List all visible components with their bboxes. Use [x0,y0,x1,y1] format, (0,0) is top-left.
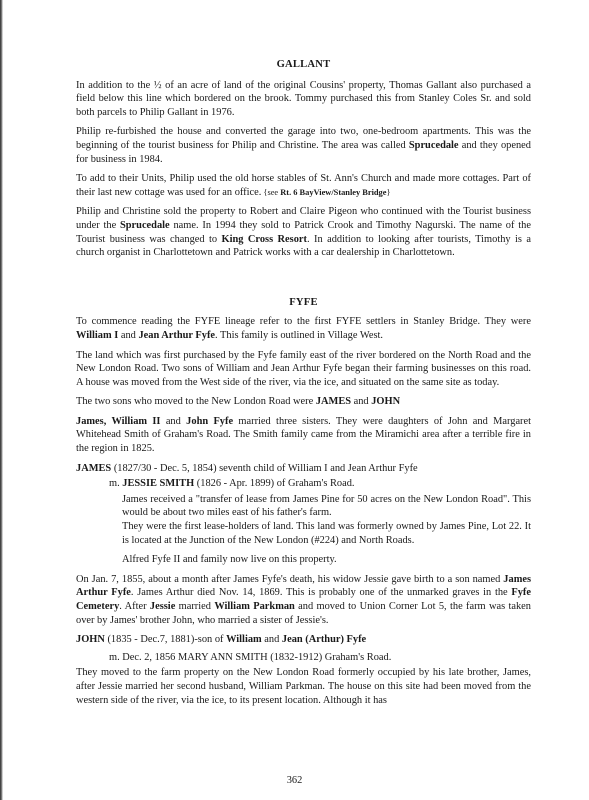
james-entry: JAMES (1827/30 - Dec. 5, 1854) seventh child of William I and Jean Arthur Fyfe [76,462,418,474]
gallant-paragraph-4: Philip and Christine sold the property to Robert and Claire Pigeon who continued with the Tourist business under the Sprucedale name. In 1994 they sold to Patrick Crook and Timothy Nagurski. The name of the Tourist business was changed to King Cross Resort. In addition to looking after tourists, Timothy is a church organist in Charlottetown and Patrick works with a car dealership in Charlottetown. [76,206,532,259]
fyfe-paragraph-3: The two sons who moved to the New London Road were JAMES and JOHN [76,396,401,408]
fyfe-paragraph-1: To commence reading the FYFE lineage refer to the first FYFE settlers in Stanley Bridge. They were William I and Jean Arthur Fyfe. This family is outlined in Village West. [76,316,531,341]
binding-edge [0,0,3,800]
fyfe-paragraph-5: On Jan. 7, 1855, about a month after James Fyfe's death, his widow Jessie gave birth to a son named James Arthur Fyfe. James Arthur died Nov. 14, 1869. This is probably one of the unmarked graves in the Fyfe Cemetery. After Jessie married William Parkman and moved to Union Corner Lot 5, the farm was taken over by James' brother John, who married a sister of Jessie's. [76,573,531,626]
page-number: 362 [286,775,303,786]
fyfe-paragraph-2: The land which was first purchased by the Fyfe family east of the river bordered on the North Road and the New London Road. Two sons of William and Jean Arthur Fyfe began their farming businesses on this road. A house was moved from the West side of the river, via the ice, and situated on the same site as today. [76,349,531,388]
fyfe-paragraph-4: James, William II and John Fyfe married three sisters. They were daughters of John and Margaret Whitehead Smith of Graham's Road. The Smith family came from the Miramichi area after a terrible fire in the region in 1825. [76,415,532,455]
fyfe-paragraph-6: They moved to the farm property on the New London Road formerly occupied by his late brother, James, after Jessie married her second husband, William Parkman. The house on this site had been moved from the western side of the river, via the ice, to its present location. Although it has [76,667,531,706]
john-marriage: m. Dec. 2, 1856 MARY ANN SMITH (1832-1912) Graham's Road. [109,651,392,663]
document-page [76,58,531,713]
james-note-1: James received a "transfer of lease from James Pine for 50 acres on the New London Road". This would be about two miles east of his father's farm. [122,493,531,519]
james-note-2: They were the first lease-holders of land. This land was formerly owned by James Pine, Lot 22. It is located at the Junction of the New London (#224) and North Roads. [122,521,531,546]
john-entry: JOHN (1835 - Dec.7, 1881)-son of William and Jean (Arthur) Fyfe [76,634,367,646]
james-note-3: Alfred Fyfe II and family now live on this property. [122,554,337,566]
cross-reference: {see Rt. 6 BayView/Stanley Bridge} [261,187,391,197]
gallant-paragraph-3: To add to their Units, Philip used the old horse stables of St. Ann's Church and made more cottages. Part of their last new cottage was used for an office. {see Rt. 6 BayView/Stanley Bridge} [76,173,531,198]
gallant-paragraph-1: In addition to the ½ of an acre of land of the original Cousins' property, Thomas Gallant also purchased a field below this line which bordered on the brook. Tommy purchased this from Stanley Coles Sr. and sold both parcels to Philip Gallant in 1976. [76,79,531,118]
gallant-heading: GALLANT [276,59,331,70]
james-marriage: m. JESSIE SMITH (1826 - Apr. 1899) of Graham's Road. [109,478,355,490]
fyfe-heading: FYFE [289,296,318,308]
gallant-paragraph-2: Philip re-furbished the house and converted the garage into two, one-bedroom apartments. This was the beginning of the tourist business for Philip and Christine. The area was called Sprucedale and they opened for business in 1984. [76,126,531,165]
